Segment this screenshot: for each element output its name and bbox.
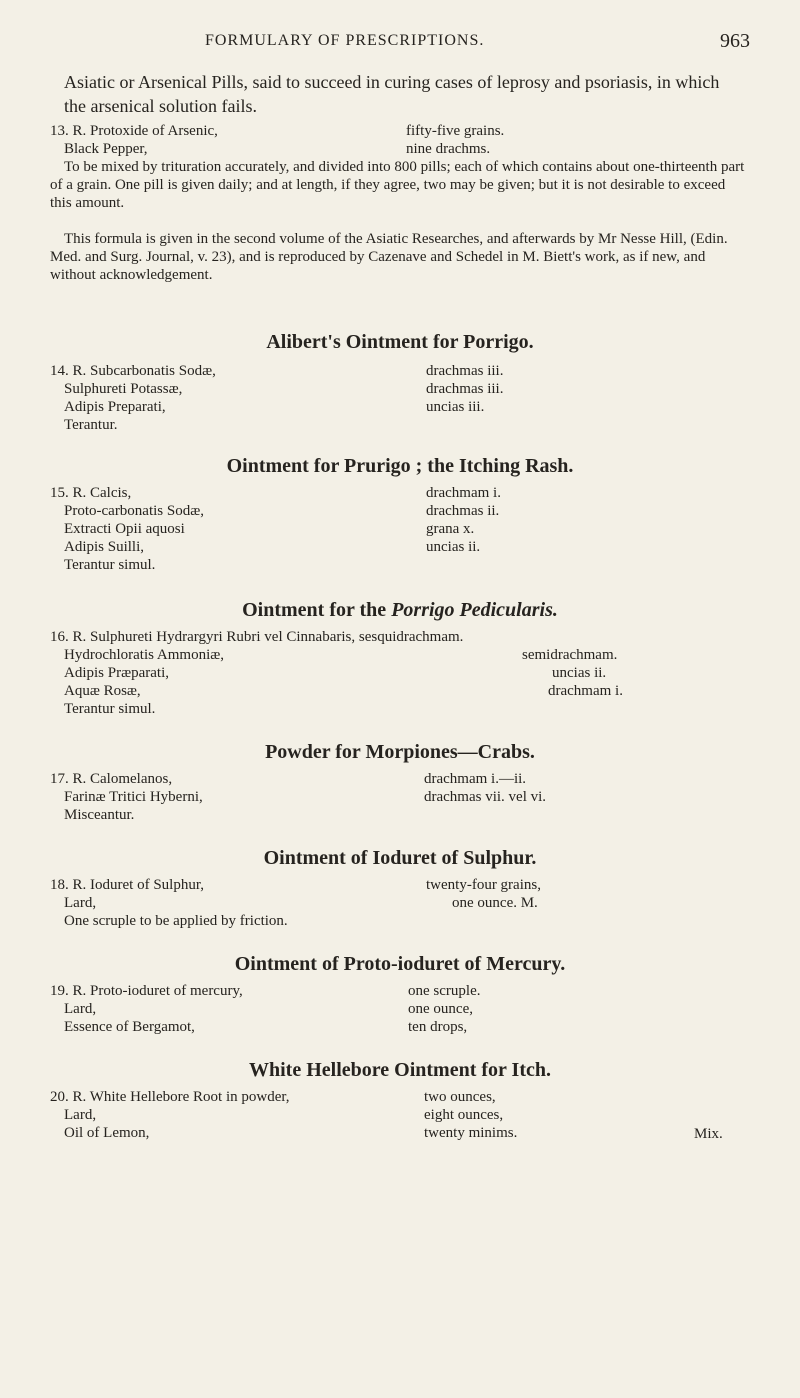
page-number: 963: [720, 30, 750, 52]
rx15-title: Ointment for Prurigo ; the Itching Rash.: [226, 455, 574, 477]
rx18-line-1: 18. R. Ioduret of Sulphur,: [50, 877, 204, 893]
rx15-qty-2: drachmas ii.: [426, 503, 500, 519]
rx15-qty-1: drachmam i.: [426, 485, 501, 501]
rx15-line-3: Extracti Opii aquosi: [64, 521, 185, 537]
rx15-qty-4: uncias ii.: [426, 539, 481, 555]
rx14-line-2: Sulphureti Potassæ,: [64, 381, 183, 397]
rx15-line-2: Proto-carbonatis Sodæ,: [64, 503, 204, 519]
rx18-qty-1: twenty-four grains,: [426, 877, 541, 893]
rx20-mix: Mix.: [694, 1126, 723, 1142]
rx14-qty-1: drachmas iii.: [426, 363, 504, 379]
rx16-qty-2: semidrachmam.: [522, 647, 618, 663]
rx20-qty-3: twenty minims.: [424, 1125, 518, 1141]
rx16-line-4: Aquæ Rosæ,: [64, 683, 141, 699]
rx19-line-2: Lard,: [64, 1001, 97, 1017]
running-head: FORMULARY OF PRESCRIPTIONS.: [205, 32, 485, 49]
rx20-line-3: Oil of Lemon,: [64, 1125, 150, 1141]
rx16-line-1: 16. R. Sulphureti Hydrargyri Rubri vel Cinnabaris, sesquidrachmam.: [50, 629, 464, 645]
rx15-line-5: Terantur simul.: [64, 557, 156, 573]
rx19-title: Ointment of Proto-ioduret of Mercury.: [234, 953, 566, 975]
rx16-qty-3: uncias ii.: [552, 665, 607, 681]
rx14-line-4: Terantur.: [64, 417, 118, 433]
rx19-line-1: 19. R. Proto-ioduret of mercury,: [50, 983, 243, 999]
rx14-qty-2: drachmas iii.: [426, 381, 504, 397]
rx15-line-1: 15. R. Calcis,: [50, 485, 132, 501]
rx17-line-3: Misceantur.: [64, 807, 135, 823]
rx17-title: Powder for Morpiones—Crabs.: [265, 741, 535, 763]
rx16-title-plain: Ointment for the: [242, 599, 392, 621]
rx13-qty-1: fifty-five grains.: [406, 123, 505, 139]
rx17-qty-1: drachmam i.—ii.: [424, 771, 527, 787]
rx13-qty-2: nine drachms.: [406, 141, 491, 157]
rx14-title: Alibert's Ointment for Porrigo.: [266, 331, 534, 353]
rx18-qty-2: one ounce. M.: [452, 895, 538, 911]
intro-paragraph: Asiatic or Arsenical Pills, said to succeed in curing cases of leprosy and psoriasis, in which the arsenical solution fails.: [64, 72, 720, 116]
rx20-qty-1: two ounces,: [424, 1089, 496, 1105]
rx14-line-1: 14. R. Subcarbonatis Sodæ,: [50, 363, 216, 379]
rx19-qty-1: one scruple.: [408, 983, 481, 999]
rx17-qty-2: drachmas vii. vel vi.: [424, 789, 547, 805]
rx14-line-3: Adipis Preparati,: [64, 399, 166, 415]
rx20-line-1: 20. R. White Hellebore Root in powder,: [50, 1089, 290, 1105]
rx19-line-3: Essence of Bergamot,: [64, 1019, 195, 1035]
rx16-line-3: Adipis Præparati,: [64, 665, 169, 681]
rx18-line-3: One scruple to be applied by friction.: [64, 913, 288, 929]
rx19-qty-3: ten drops,: [408, 1019, 468, 1035]
rx16-title-italic: Porrigo Pedicularis.: [391, 599, 558, 621]
rx20-title: White Hellebore Ointment for Itch.: [249, 1059, 551, 1081]
rx13-directions: To be mixed by trituration accurately, and divided into 800 pills; each of which contains about one-thirteenth part of a grain. One pill is given daily; and at length, if they agree, two may be given; but it is not desirable to exceed this amount.: [50, 159, 745, 211]
rx16-qty-4: drachmam i.: [548, 683, 623, 699]
rx18-line-2: Lard,: [64, 895, 97, 911]
rx17-line-2: Farinæ Tritici Hyberni,: [64, 789, 203, 805]
rx13-line-1: 13. R. Protoxide of Arsenic,: [50, 123, 218, 139]
rx16-line-2: Hydrochloratis Ammoniæ,: [64, 647, 224, 663]
rx19-qty-2: one ounce,: [408, 1001, 473, 1017]
rx15-qty-3: grana x.: [426, 521, 475, 537]
rx20-qty-2: eight ounces,: [424, 1107, 504, 1123]
rx13-note: This formula is given in the second volume of the Asiatic Researches, and afterwards by Mr Nesse Hill, (Edin. Med. and Surg. Journal, v. 23), and is reproduced by Cazenave and Schedel in M. Biett's work, as if new, and without acknowledgement.: [50, 231, 728, 283]
page-header: [60, 30, 760, 60]
rx20-line-2: Lard,: [64, 1107, 97, 1123]
rx15-line-4: Adipis Suilli,: [64, 539, 145, 555]
rx16-title: [0, 598, 800, 622]
rx18-title: Ointment of Ioduret of Sulphur.: [263, 847, 537, 869]
rx14-qty-3: uncias iii.: [426, 399, 485, 415]
rx13-line-2: Black Pepper,: [64, 141, 148, 157]
rx17-line-1: 17. R. Calomelanos,: [50, 771, 173, 787]
rx16-line-5: Terantur simul.: [64, 701, 156, 717]
